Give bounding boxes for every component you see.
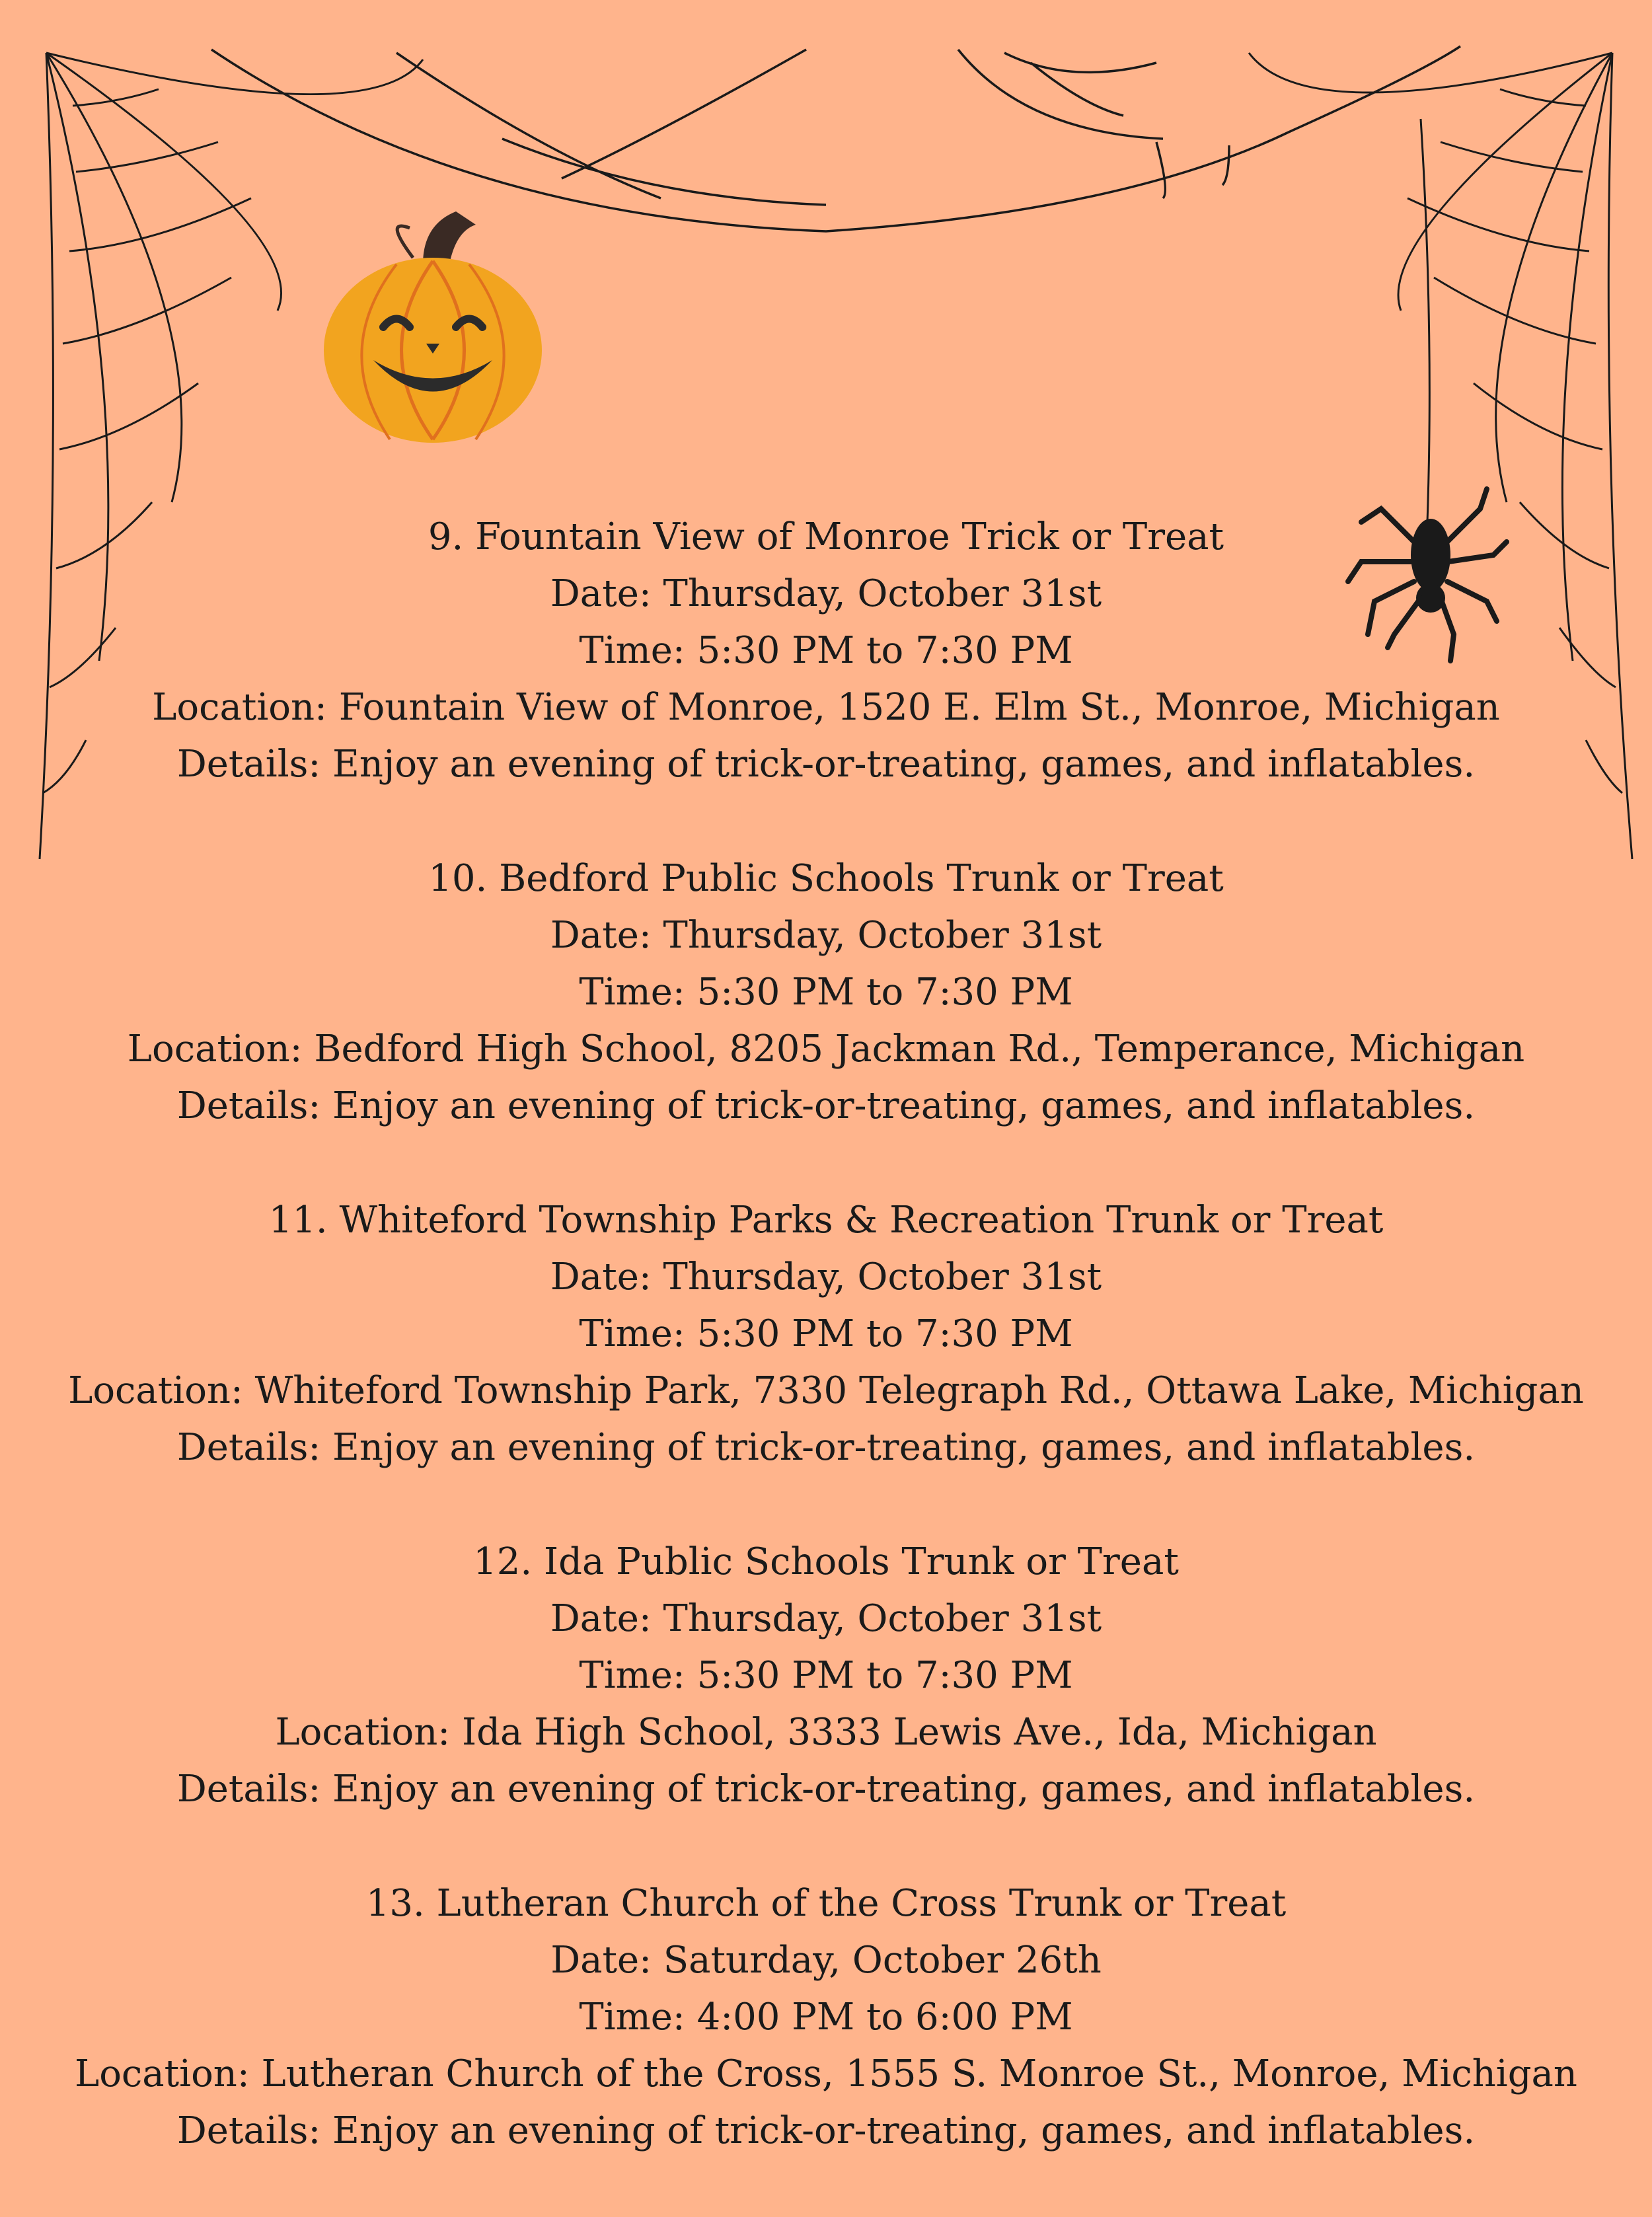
event-date: Date: Thursday, October 31st <box>550 1597 1102 1640</box>
event-location: Location: Bedford High School, 8205 Jackman Rd., Temperance, Michigan <box>127 1028 1525 1071</box>
event-details: Details: Enjoy an evening of trick-or-treating, games, and inflatables. <box>176 1084 1476 1127</box>
event-date: Date: Saturday, October 26th <box>550 1939 1102 1982</box>
event-time: Time: 5:30 PM to 7:30 PM <box>579 971 1073 1014</box>
event-title: 13. Lutheran Church of the Cross Trunk or Treat <box>365 1882 1287 1925</box>
event-item <box>0 1534 1652 1818</box>
event-date: Date: Thursday, October 31st <box>550 1256 1102 1298</box>
event-title: 11. Whiteford Township Parks & Recreation Trunk or Treat <box>268 1199 1384 1242</box>
event-details: Details: Enjoy an evening of trick-or-treating, games, and inflatables. <box>176 1426 1476 1469</box>
event-date: Date: Thursday, October 31st <box>550 914 1102 957</box>
event-location: Location: Whiteford Township Park, 7330 Telegraph Rd., Ottawa Lake, Michigan <box>68 1369 1584 1412</box>
event-details: Details: Enjoy an evening of trick-or-treating, games, and inflatables. <box>176 2109 1476 2152</box>
event-details: Details: Enjoy an evening of trick-or-treating, games, and inflatables. <box>176 1768 1476 1811</box>
event-time: Time: 5:30 PM to 7:30 PM <box>579 1312 1073 1355</box>
event-date: Date: Thursday, October 31st <box>550 572 1102 615</box>
event-title: 12. Ida Public Schools Trunk or Treat <box>473 1540 1179 1583</box>
event-item <box>0 1875 1652 2160</box>
event-location: Location: Fountain View of Monroe, 1520 E. Elm St., Monroe, Michigan <box>152 686 1500 729</box>
event-item <box>0 509 1652 793</box>
event-details: Details: Enjoy an evening of trick-or-treating, games, and inflatables. <box>176 743 1476 786</box>
event-location: Location: Ida High School, 3333 Lewis Ave., Ida, Michigan <box>275 1711 1377 1754</box>
event-location: Location: Lutheran Church of the Cross, 1555 S. Monroe St., Monroe, Michigan <box>75 2052 1577 2095</box>
pumpkin-icon <box>324 211 542 443</box>
event-list <box>0 509 1652 2217</box>
event-time: Time: 4:00 PM to 6:00 PM <box>579 1996 1073 2039</box>
event-time: Time: 5:30 PM to 7:30 PM <box>579 1654 1073 1697</box>
event-title: 10. Bedford Public Schools Trunk or Treat <box>428 857 1224 900</box>
event-time: Time: 5:30 PM to 7:30 PM <box>579 629 1073 672</box>
event-item <box>0 850 1652 1135</box>
event-item <box>0 1192 1652 1476</box>
event-title: 9. Fountain View of Monroe Trick or Treat <box>428 515 1224 558</box>
